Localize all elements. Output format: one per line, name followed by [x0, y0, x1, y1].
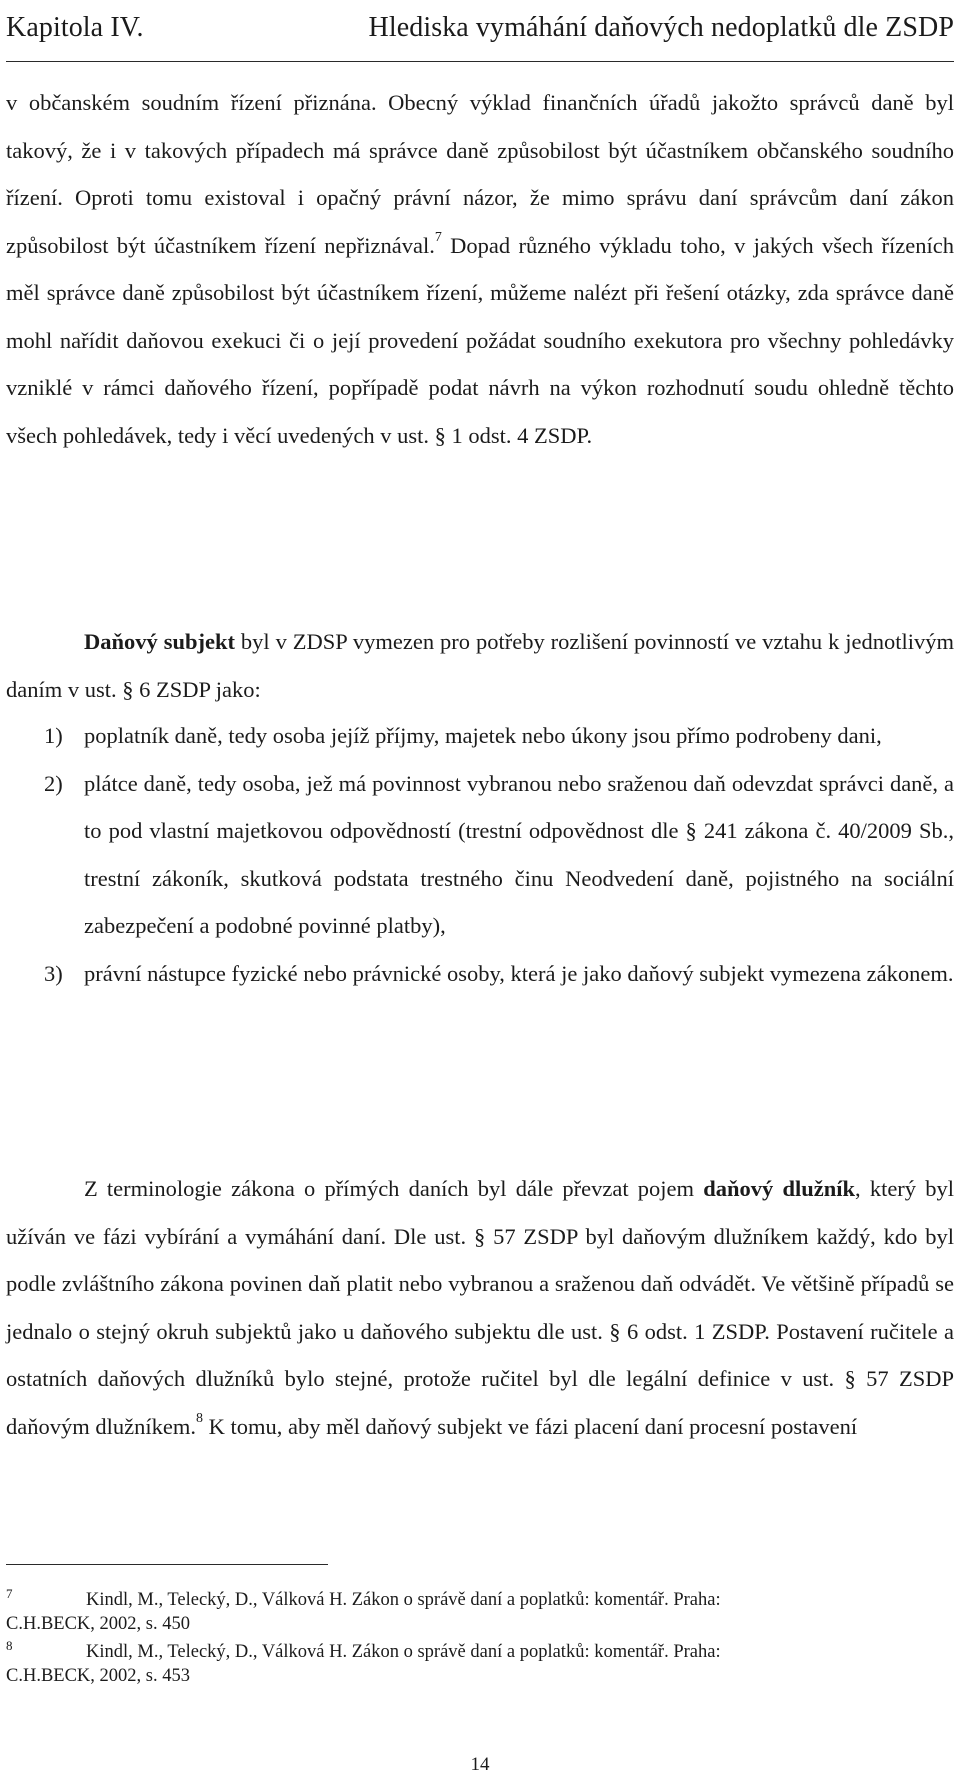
list-item-text: poplatník daně, tedy osoba jejíž příjmy, majetek nebo úkony jsou přímo podrobeny dani,	[84, 723, 882, 748]
paragraph-2	[6, 618, 954, 713]
footnote-line-2: C.H.BECK, 2002, s. 453	[6, 1666, 190, 1686]
paragraph-1-text-cont: Dopad různého výkladu toho, v jakých všech řízeních měl správce daně způsobilost být účastníkem řízení, můžeme nalézt při řešení otázky, zda správce daně mohl nařídit daňovou exekuci či o její provedení požádat soudního exekutora pro všechny pohledávky vzniklé v rámci daňového řízení, popřípadě podat návrh na výkon rozhodnutí soudu ohledně těchto všech pohledávek, tedy i věcí uvedených v ust. § 1 odst. 4 ZSDP.	[6, 232, 954, 448]
footnote-mark: 8	[6, 1638, 13, 1653]
header-chapter: Kapitola IV.	[6, 12, 144, 43]
paragraph-1	[6, 79, 954, 459]
footnote-separator	[6, 1564, 328, 1565]
paragraph-2-text: byl v ZDSP vymezen pro potřeby rozlišení povinností ve vztahu k jednotlivým daním v ust. § 6 ZSDP jako:	[6, 629, 954, 702]
footnote-line-1: Kindl, M., Telecký, D., Válková H. Zákon o správě daní a poplatků: komentář. Praha:	[86, 1590, 721, 1610]
paragraph-3	[6, 1165, 954, 1450]
footnote-ref-8: 8	[195, 1410, 203, 1426]
list-item-number: 1)	[44, 723, 63, 748]
paragraph-3-text-start: Z terminologie zákona o přímých daních byl dále převzat pojem	[84, 1176, 704, 1201]
list-item-number: 2)	[44, 770, 63, 796]
list-item-text: právní nástupce fyzické nebo právnické osoby, která je jako daňový subjekt vymezena zákonem.	[84, 960, 954, 986]
list-item	[6, 950, 954, 998]
running-header	[6, 12, 954, 48]
paragraph-3-text-cont: K tomu, aby měl daňový subjekt ve fázi placení daní procesní postavení	[202, 1413, 858, 1439]
footnote-mark: 7	[6, 1586, 13, 1601]
paragraph-1-text: v občanském soudním řízení přiznána. Obecný výklad finančních úřadů jakožto správců daně byl takový, že i v takových případech má správce daně způsobilost být účastníkem občanského soudního řízení. Oproti tomu existoval i opačný právní názor, že mimo správu daní správcům daní zákon způsobilost být účastníkem řízení nepřiznával.	[6, 90, 954, 258]
header-rule	[6, 61, 954, 62]
footnote-line-2: C.H.BECK, 2002, s. 450	[6, 1614, 190, 1634]
list-item-number: 3)	[44, 960, 63, 986]
list-item	[6, 760, 954, 950]
list-item-text: plátce daně, tedy osoba, jež má povinnost vybranou nebo sraženou daň odevzdat správci daně, a to pod vlastní majetkovou odpovědností (trestní odpovědnost dle § 241 zákona č. 40/2009 Sb., trestní zákoník, skutková podstata trestného činu Neodvedení daně, pojistného na sociální zabezpečení a podobné povinné platby),	[84, 770, 954, 938]
footnote-line-1: Kindl, M., Telecký, D., Válková H. Zákon o správě daní a poplatků: komentář. Praha:	[86, 1642, 721, 1662]
footnote-ref-7: 7	[434, 229, 442, 245]
paragraph-3-text: , který byl užíván ve fázi vybírání a vymáhání daní. Dle ust. § 57 ZSDP byl daňovým dlužníkem každý, kdo byl podle zvláštního zákona povinen daň platit nebo vybranou a sraženou daň odvádět. Ve většině případů se jednalo o stejný okruh subjektů jako u daňového subjektu dle ust. § 6 odst. 1 ZSDP. Postavení ručitele a ostatních daňových dlužníků bylo stejné, protože ručitel byl dle legální definice v ust. § 57 ZSDP daňovým dlužníkem.	[6, 1176, 954, 1439]
footnote-8	[6, 1640, 954, 1688]
term-danovy-subjekt: Daňový subjekt	[84, 629, 235, 654]
header-title: Hlediska vymáhání daňových nedoplatků dle ZSDP	[368, 12, 954, 43]
list-item	[6, 712, 954, 760]
term-danovy-dluznik: daňový dlužník	[703, 1176, 855, 1201]
subject-list	[6, 712, 954, 997]
footnote-7	[6, 1588, 954, 1636]
page-number: 14	[470, 1754, 490, 1775]
